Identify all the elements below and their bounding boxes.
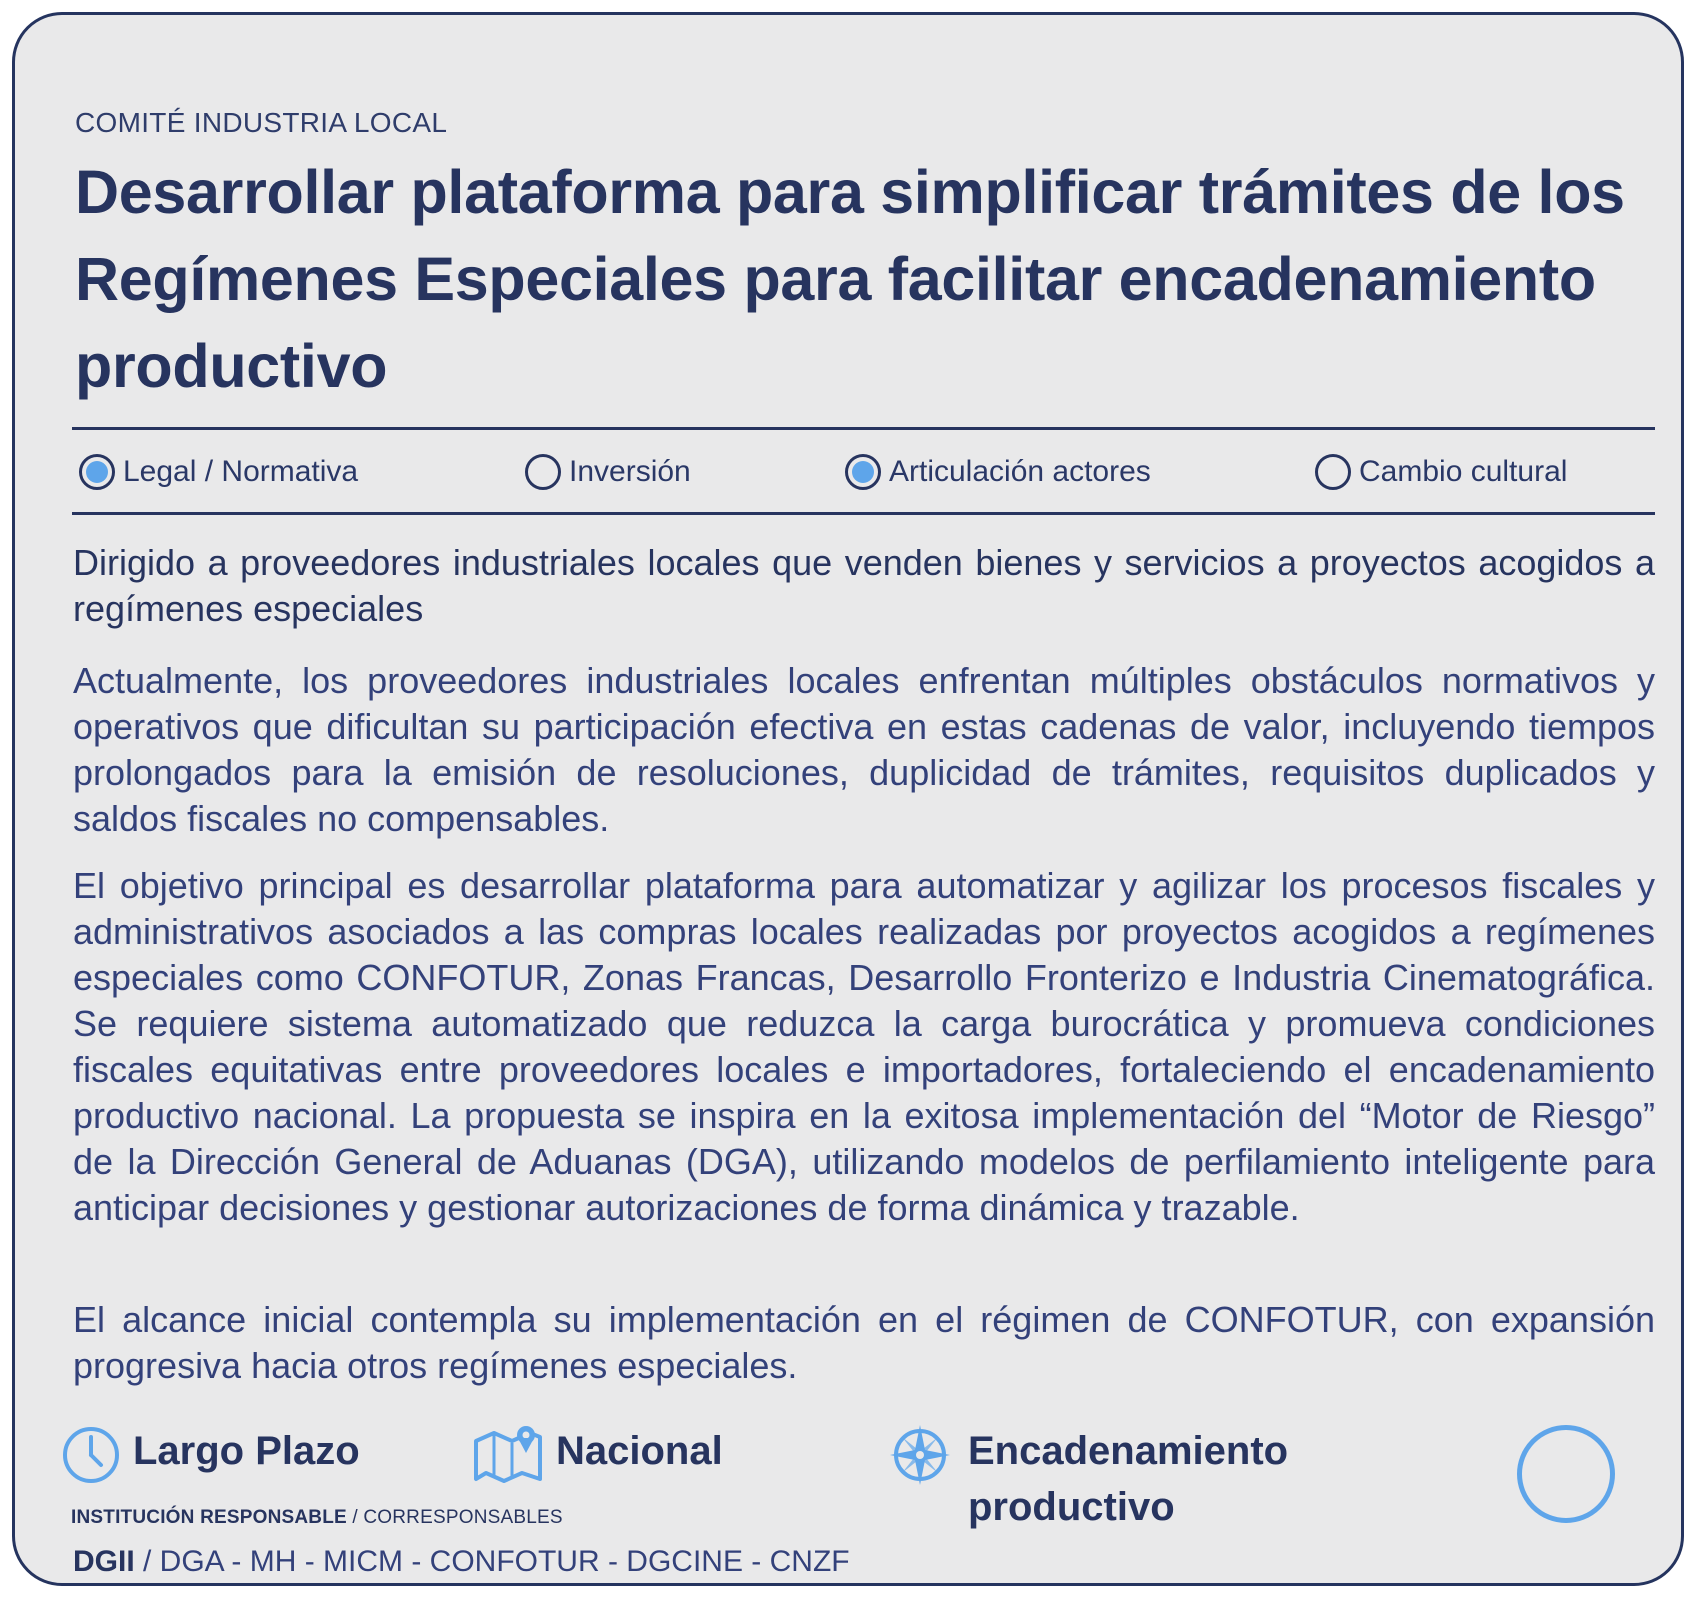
initiative-title: Desarrollar plataforma para simplificar trámites de los Regímenes Especiales para facilitar encadenamiento productivo [75, 158, 1625, 400]
radio-selected-icon[interactable] [79, 454, 115, 490]
coresponsible-institutions: / DGA - MH - MICM - CONFOTUR - DGCINE - CNZF [143, 1545, 850, 1578]
institutions [73, 1545, 850, 1579]
category-articulacion[interactable] [845, 450, 1151, 494]
axis-item [888, 1423, 1328, 1535]
category-label: Articulación actores [889, 455, 1151, 488]
responsible-institution: DGII [73, 1545, 135, 1578]
clock-icon [61, 1423, 121, 1483]
category-cambio-cultural[interactable] [1315, 450, 1567, 494]
initiative-card [12, 12, 1684, 1586]
category-label: Legal / Normativa [123, 455, 359, 488]
divider-top [72, 427, 1655, 430]
divider-bottom [72, 512, 1655, 515]
term-item [61, 1423, 360, 1483]
axis-label: Encadenamiento productivo [968, 1429, 1289, 1529]
category-label: Cambio cultural [1359, 455, 1568, 488]
coresponsible-heading: / CORRESPONSABLES [352, 1507, 563, 1528]
institution-heading [71, 1507, 563, 1529]
category-legal[interactable] [79, 450, 358, 494]
paragraph-scope: El alcance inicial contempla su implementación en el régimen de CONFOTUR, con expansión progresiva hacia otros regímenes especiales. [73, 1299, 1655, 1386]
status-ring-icon [1517, 1425, 1615, 1523]
committee-label: COMITÉ INDUSTRIA LOCAL [75, 107, 448, 138]
radio-unselected-icon[interactable] [525, 454, 561, 490]
compass-icon [888, 1423, 952, 1487]
target-audience: Dirigido a proveedores industriales locales que venden bienes y servicios a proyectos acogidos a regímenes especiales [73, 542, 1655, 629]
scope-item [472, 1423, 723, 1483]
map-pin-icon [472, 1423, 544, 1483]
category-label: Inversión [569, 455, 691, 488]
radio-unselected-icon[interactable] [1315, 454, 1351, 490]
paragraph-context: Actualmente, los proveedores industriales locales enfrentan múltiples obstáculos normativos y operativos que dificultan su participación efectiva en estas cadenas de valor, incluyendo tiempos prolongados para la emisión de resoluciones, duplicidad de trámites, requisitos duplicados y saldos fiscales no compensables. [73, 660, 1655, 839]
radio-selected-icon[interactable] [845, 454, 881, 490]
responsible-heading: INSTITUCIÓN RESPONSABLE [71, 1507, 347, 1528]
term-label: Largo Plazo [133, 1429, 360, 1473]
scope-label: Nacional [556, 1429, 723, 1473]
paragraph-objective: El objetivo principal es desarrollar plataforma para automatizar y agilizar los procesos fiscales y administrativos asociados a las compras locales realizadas por proyectos acogidos a regímenes especiales como CONFOTUR, Zonas Francas, Desarrollo Fronterizo e Industria Cinematográfica. Se requiere sistema automatizado que reduzca la carga burocrática y promueva condiciones fiscales equitativas entre proveedores locales e importadores, fortaleciendo el encadenamiento productivo nacional. La propuesta se inspira en la exitosa implementación del “Motor de Riesgo” de la Dirección General de Aduanas (DGA), utilizando modelos de perfilamiento inteligente para anticipar decisiones y gestionar autorizaciones de forma dinámica y trazable. [73, 865, 1655, 1228]
category-inversion[interactable] [525, 450, 691, 494]
